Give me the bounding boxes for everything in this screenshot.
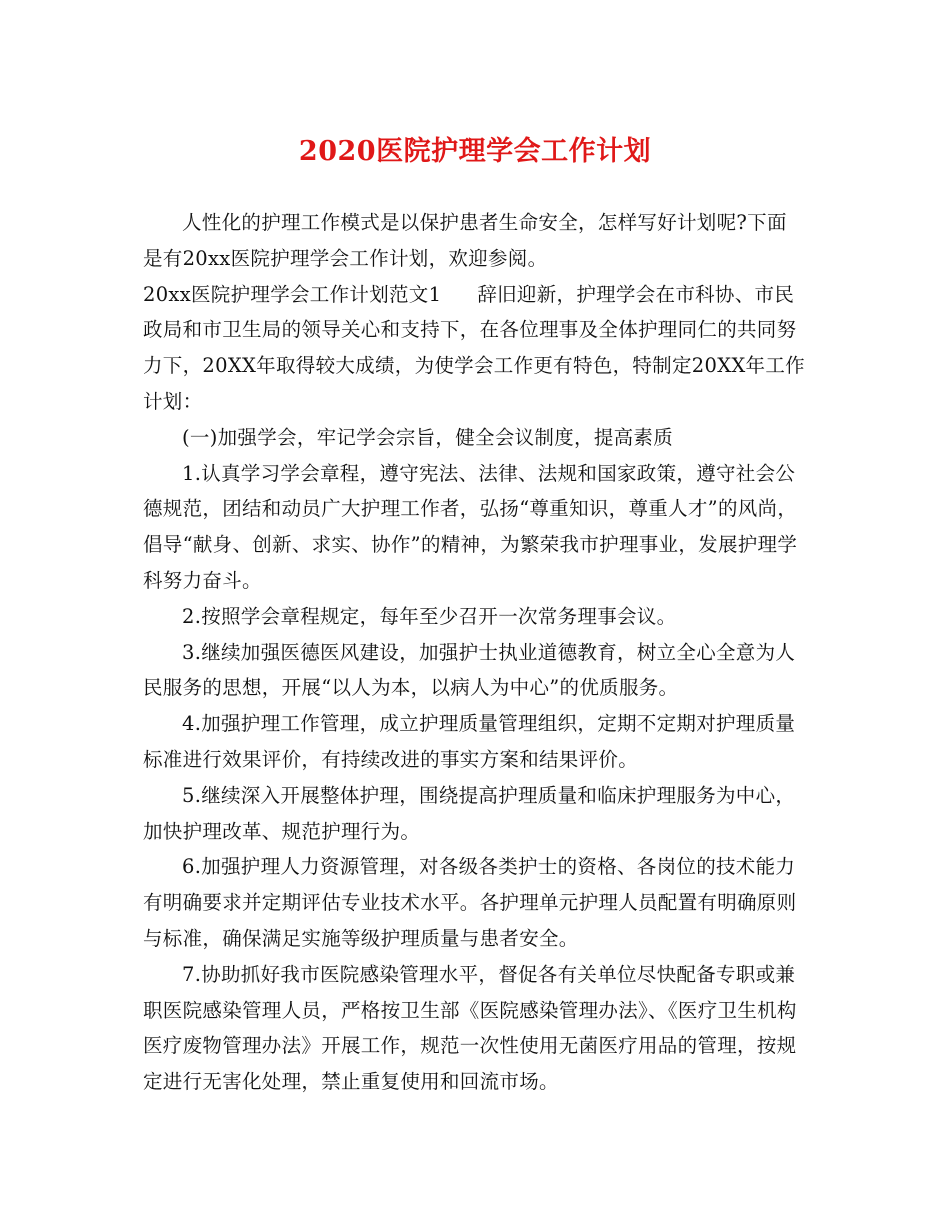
section-heading: (一)加强学会，牢记学会宗旨，健全会议制度，提高素质 bbox=[182, 425, 674, 449]
list-item: 4.加强护理工作管理，成立护理质量管理组织，定期不定期对护理质量标准进行效果评价，有持续改进的事实方案和结果评价。 bbox=[143, 712, 796, 771]
document-title: 2020医院护理学会工作计划 bbox=[298, 136, 652, 167]
list-item: 7.协助抓好我市医院感染管理水平，督促各有关单位尽快配备专职或兼职医院感染管理人员，严格按卫生部《医院感染管理办法》、《医疗卫生机构医疗废物管理办法》开展工作，规范一次性使用无菌医疗用品的管理，按规定进行无害化处理，禁止重复使用和回流市场。 bbox=[143, 962, 797, 1094]
list-item: 2.按照学会章程规定，每年至少召开一次常务理事会议。 bbox=[182, 604, 677, 628]
sample-heading: 20xx医院护理学会工作计划范文1 bbox=[143, 282, 442, 306]
intro-paragraph: 人性化的护理工作模式是以保护患者生命安全，怎样写好计划呢?下面是有20xx医院护理学会工作计划，欢迎参阅。 bbox=[143, 211, 787, 270]
list-item: 1.认真学习学会章程，遵守宪法、法律、法规和国家政策，遵守社会公德规范，团结和动员广大护理工作者，弘扬“尊重知识，尊重人才”的风尚，倡导“献身、创新、求实、协作”的精神，为繁荣我市护理事业，发展护理学科努力奋斗。 bbox=[143, 461, 798, 592]
sample-paragraph bbox=[143, 277, 805, 420]
document-body bbox=[143, 205, 805, 1100]
list-item: 3.继续加强医德医风建设，加强护士执业道德教育，树立全心全意为人民服务的思想，开展“以人为本，以病人为中心”的优质服务。 bbox=[143, 640, 796, 700]
list-item: 5.继续深入开展整体护理，围绕提高护理质量和临床护理服务为中心，加快护理改革、规范护理行为。 bbox=[143, 783, 796, 843]
list-item: 6.加强护理人力资源管理，对各级各类护士的资格、各岗位的技术能力有明确要求并定期评估专业技术水平。各护理单元护理人员配置有明确原则与标准，确保满足实施等级护理质量与患者安全。 bbox=[143, 855, 797, 950]
sample-opening: 辞旧迎新，护理学会在市科协、市民政局和市卫生局的领导关心和支持下，在各位理事及全体护理同仁的共同努力下，20XX年取得较大成绩，为使学会工作更有特色，特制定20XX年工作计划： bbox=[143, 282, 805, 413]
